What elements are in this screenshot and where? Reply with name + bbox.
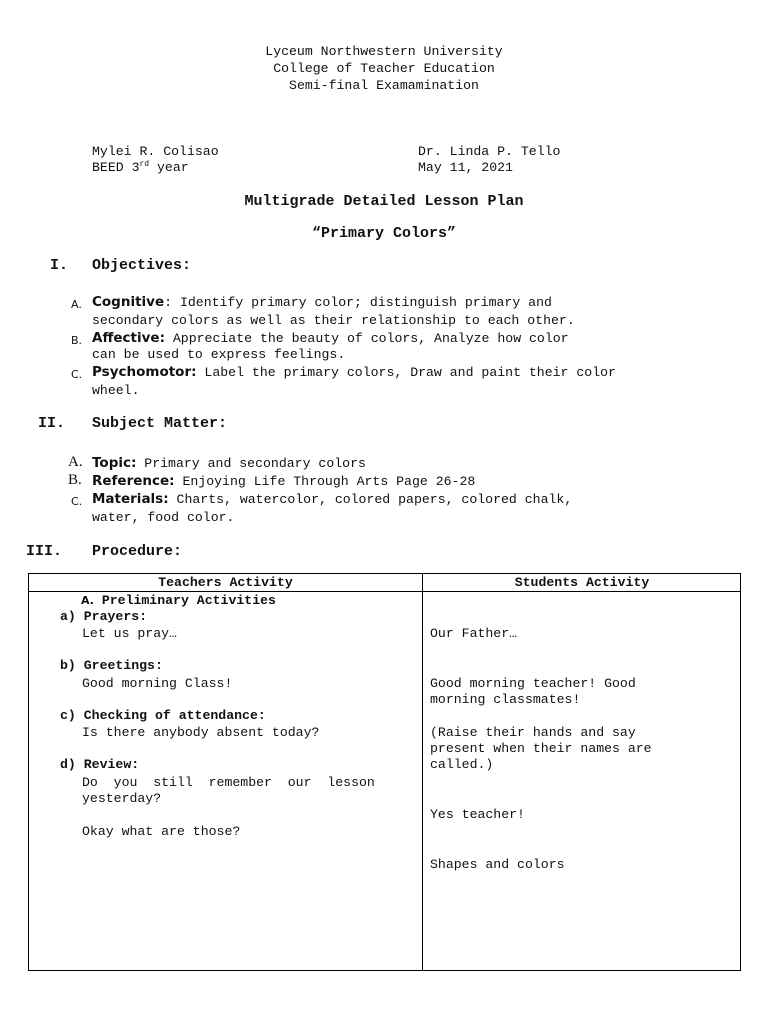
student-line: Good morning teacher! Good	[430, 676, 636, 691]
section-number-2: II.	[38, 415, 66, 432]
activity-label-attendance: c) Checking of attendance:	[60, 708, 266, 723]
exam-date: May 11, 2021	[418, 160, 513, 175]
column-header-student: Students Activity	[514, 575, 650, 590]
teacher-line: Let us pray…	[82, 626, 177, 641]
teacher-line: Okay what are those?	[82, 824, 241, 839]
list-item: Topic: Primary and secondary colors	[92, 455, 366, 471]
exam-name: Semi-final Examamination	[289, 78, 479, 93]
student-line: (Raise their hands and say	[430, 725, 636, 740]
activity-label-prayers: a) Prayers:	[60, 609, 148, 624]
student-year: BEED 3rd year	[92, 160, 189, 175]
teacher-line: yesterday?	[82, 791, 162, 806]
activity-label-review: d) Review:	[60, 757, 140, 772]
student-line: present when their names are	[430, 741, 652, 756]
student-line: Shapes and colors	[430, 857, 565, 872]
activity-label-greetings: b) Greetings:	[60, 658, 163, 673]
student-line: called.)	[430, 757, 494, 772]
university-name: Lyceum Northwestern University	[265, 44, 503, 59]
teacher-line: Do you still remember our lesson	[82, 775, 375, 790]
section-heading-objectives: Objectives:	[92, 257, 192, 274]
section-heading-subject-matter: Subject Matter:	[92, 415, 228, 432]
student-line: Yes teacher!	[430, 807, 525, 822]
list-item-continuation: wheel.	[92, 383, 140, 398]
list-marker: C.	[71, 368, 83, 381]
section-number-3: III.	[26, 543, 63, 560]
list-marker: B.	[71, 334, 83, 347]
section-number-1: I.	[50, 257, 69, 274]
preliminary-heading: A. Preliminary Activities	[81, 593, 276, 608]
list-item-continuation: secondary colors as well as their relationship to each other.	[92, 313, 575, 328]
list-item: Materials: Charts, watercolor, colored papers, colored chalk,	[92, 491, 573, 507]
list-item: Cognitive: Identify primary color; distinguish primary and	[92, 294, 552, 310]
list-item: Reference: Enjoying Life Through Arts Page 26-28	[92, 473, 476, 489]
student-line: morning classmates!	[430, 692, 581, 707]
list-marker: B.	[68, 472, 82, 488]
teacher-line: Is there anybody absent today?	[82, 725, 320, 740]
section-heading-procedure: Procedure:	[92, 543, 183, 560]
column-header-teacher: Teachers Activity	[158, 575, 293, 590]
student-line: Our Father…	[430, 626, 518, 641]
list-marker: C.	[71, 495, 83, 508]
list-item-continuation: can be used to express feelings.	[92, 347, 346, 362]
procedure-table	[28, 573, 741, 971]
list-marker: A.	[71, 298, 82, 311]
list-marker: A.	[68, 454, 83, 470]
instructor-name: Dr. Linda P. Tello	[418, 144, 561, 159]
list-item: Affective: Appreciate the beauty of colors, Analyze how color	[92, 330, 569, 346]
document-title: Multigrade Detailed Lesson Plan	[244, 193, 524, 210]
lesson-title: “Primary Colors”	[311, 225, 457, 242]
list-item: Psychomotor: Label the primary colors, Draw and paint their color	[92, 364, 616, 380]
column-divider	[422, 574, 423, 970]
college-name: College of Teacher Education	[273, 61, 495, 76]
list-item-continuation: water, food color.	[92, 510, 235, 525]
teacher-line: Good morning Class!	[82, 676, 233, 691]
student-name: Mylei R. Colisao	[92, 144, 219, 159]
